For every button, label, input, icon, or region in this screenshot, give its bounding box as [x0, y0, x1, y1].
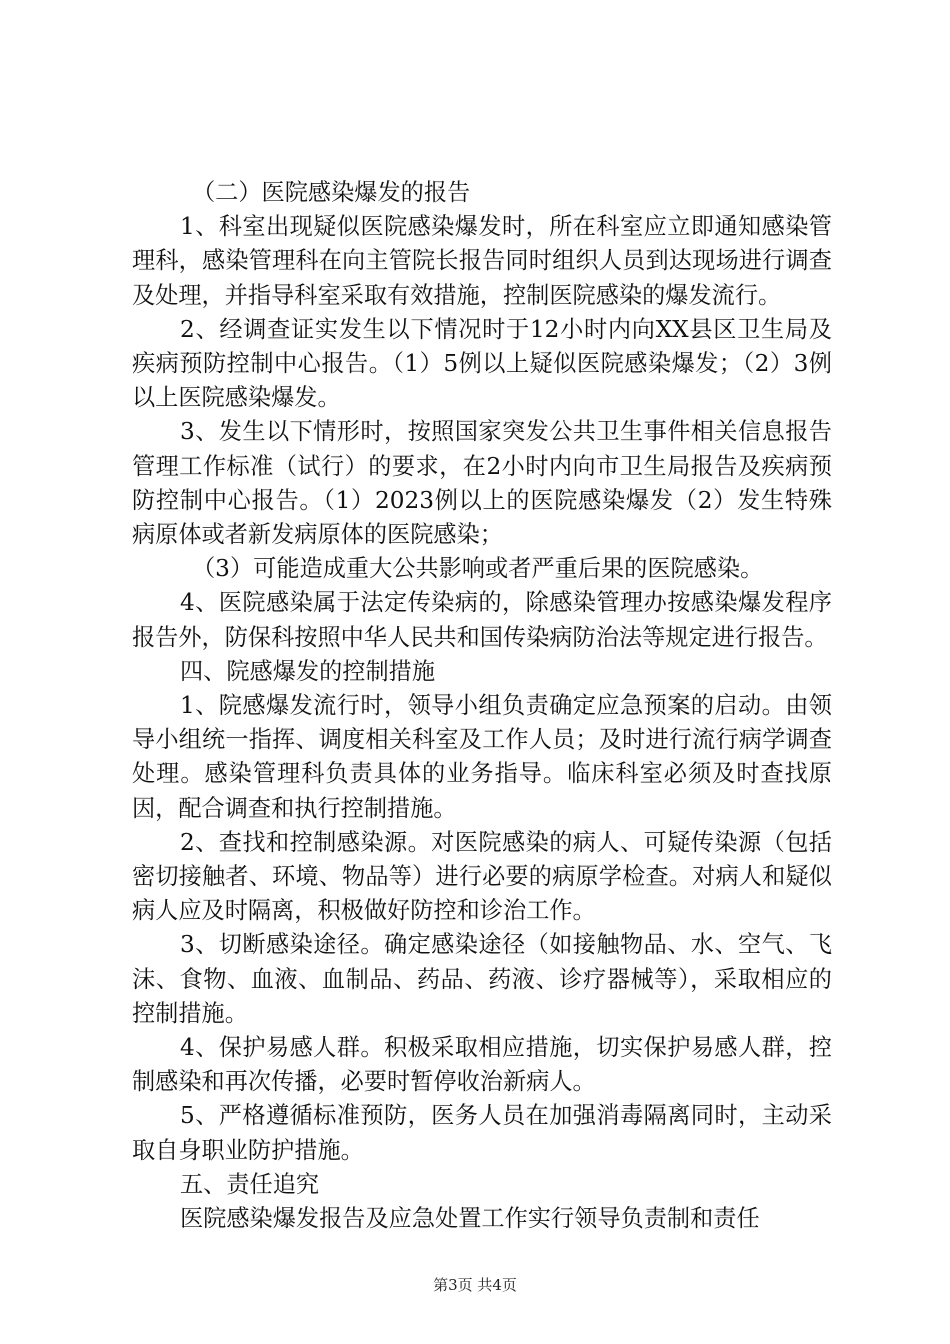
page-number-footer: 第3页 共4页	[433, 1276, 517, 1294]
heading-report: （二）医院感染爆发的报告	[192, 179, 471, 206]
heading-accountability: 五、责任追究	[180, 1170, 320, 1198]
document-body	[132, 176, 832, 1236]
paragraph-report-1: 1、科室出现疑似医院感染爆发时，所在科室应立即通知感染管理科，感染管理科在向主管院长报告同时组织人员到达现场进行调查及处理，并指导科室采取有效措施，控制医院感染的爆发流行。	[132, 213, 832, 309]
paragraph-report-3-item-3: （3）可能造成重大公共影响或者严重后果的医院感染。	[192, 555, 764, 583]
paragraph-report-2: 2、经调查证实发生以下情况时于12小时内向XX县区卫生局及疾病预防控制中心报告。（1）5例以上疑似医院感染爆发；（2）3例以上医院感染爆发。	[132, 315, 832, 412]
paragraph-report-4: 4、医院感染属于法定传染病的，除感染管理办按感染爆发程序报告外，防保科按照中华人民共和国传染病防治法等规定进行报告。	[132, 589, 832, 651]
paragraph-control-2: 2、查找和控制感染源。对医院感染的病人、可疑传染源（包括密切接触者、环境、物品等）进行必要的病原学检查。对病人和疑似病人应及时隔离，积极做好防控和诊治工作。	[132, 828, 832, 925]
paragraph-control-1: 1、院感爆发流行时，领导小组负责确定应急预案的启动。由领导小组统一指挥、调度相关科室及工作人员；及时进行流行病学调查处理。感染管理科负责具体的业务指导。临床科室必须及时查找原因，配合调查和执行控制措施。	[132, 692, 832, 822]
heading-control-measures: 四、院感爆发的控制措施	[180, 657, 436, 685]
paragraph-report-3: 3、发生以下情形时，按照国家突发公共卫生事件相关信息报告管理工作标准（试行）的要求，在2小时内向市卫生局报告及疾病预防控制中心报告。（1）2023例以上的医院感染爆发（2）发生特殊病原体或者新发病原体的医院感染；	[132, 418, 832, 549]
paragraph-control-5: 5、严格遵循标准预防，医务人员在加强消毒隔离同时，主动采取自身职业防护措施。	[132, 1102, 832, 1164]
paragraph-accountability: 医院感染爆发报告及应急处置工作实行领导负责制和责任	[180, 1205, 760, 1233]
paragraph-control-3: 3、切断感染途径。确定感染途径（如接触物品、水、空气、飞沫、食物、血液、血制品、药品、药液、诊疗器械等），采取相应的控制措施。	[132, 931, 832, 1027]
paragraph-control-4: 4、保护易感人群。积极采取相应措施，切实保护易感人群，控制感染和再次传播，必要时暂停收治新病人。	[132, 1034, 832, 1096]
